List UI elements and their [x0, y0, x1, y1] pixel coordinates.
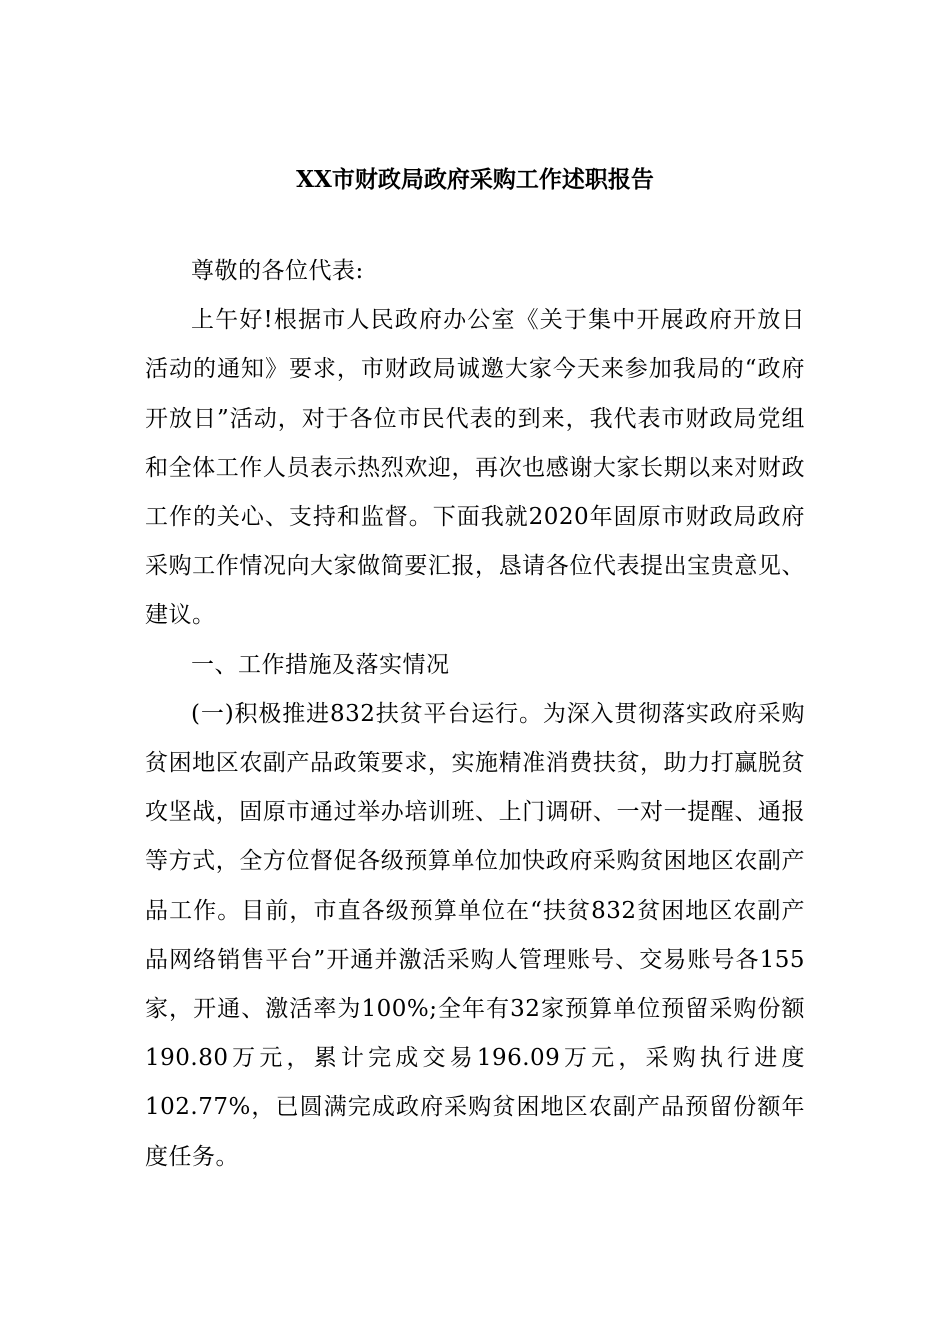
- document-body: [145, 247, 805, 1182]
- paragraph-832-platform: (一)积极推进832扶贫平台运行。为深入贯彻落实政府采购贫困地区农副产品政策要求，实施精准消费扶贫，助力打赢脱贫攻坚战，固原市通过举办培训班、上门调研、一对一提醒、通报等方式，全方位督促各级预算单位加快政府采购贫困地区农副产品工作。目前，市直各级预算单位在“扶贫832贫困地区农副产品网络销售平台”开通并激活采购人管理账号、交易账号各155家，开通、激活率为100%;全年有32家预算单位预留采购份额190.80万元，累计完成交易196.09万元，采购执行进度102.77%，已圆满完成政府采购贫困地区农副产品预留份额年度任务。: [145, 700, 805, 1170]
- salutation: 尊敬的各位代表:: [191, 258, 364, 284]
- section-heading-1: 一、工作措施及落实情况: [191, 651, 450, 678]
- paragraph-greeting: 上午好!根据市人民政府办公室《关于集中开展政府开放日活动的通知》要求，市财政局诚邀大家今天来参加我局的“政府开放日”活动，对于各位市民代表的到来，我代表市财政局党组和全体工作人员表示热烈欢迎，再次也感谢大家长期以来对财政工作的关心、支持和监督。下面我就2020年固原市财政局政府采购工作情况向大家做简要汇报，恳请各位代表提出宝贵意见、建议。: [145, 307, 805, 629]
- document-title: XX市财政局政府采购工作述职报告: [296, 166, 654, 193]
